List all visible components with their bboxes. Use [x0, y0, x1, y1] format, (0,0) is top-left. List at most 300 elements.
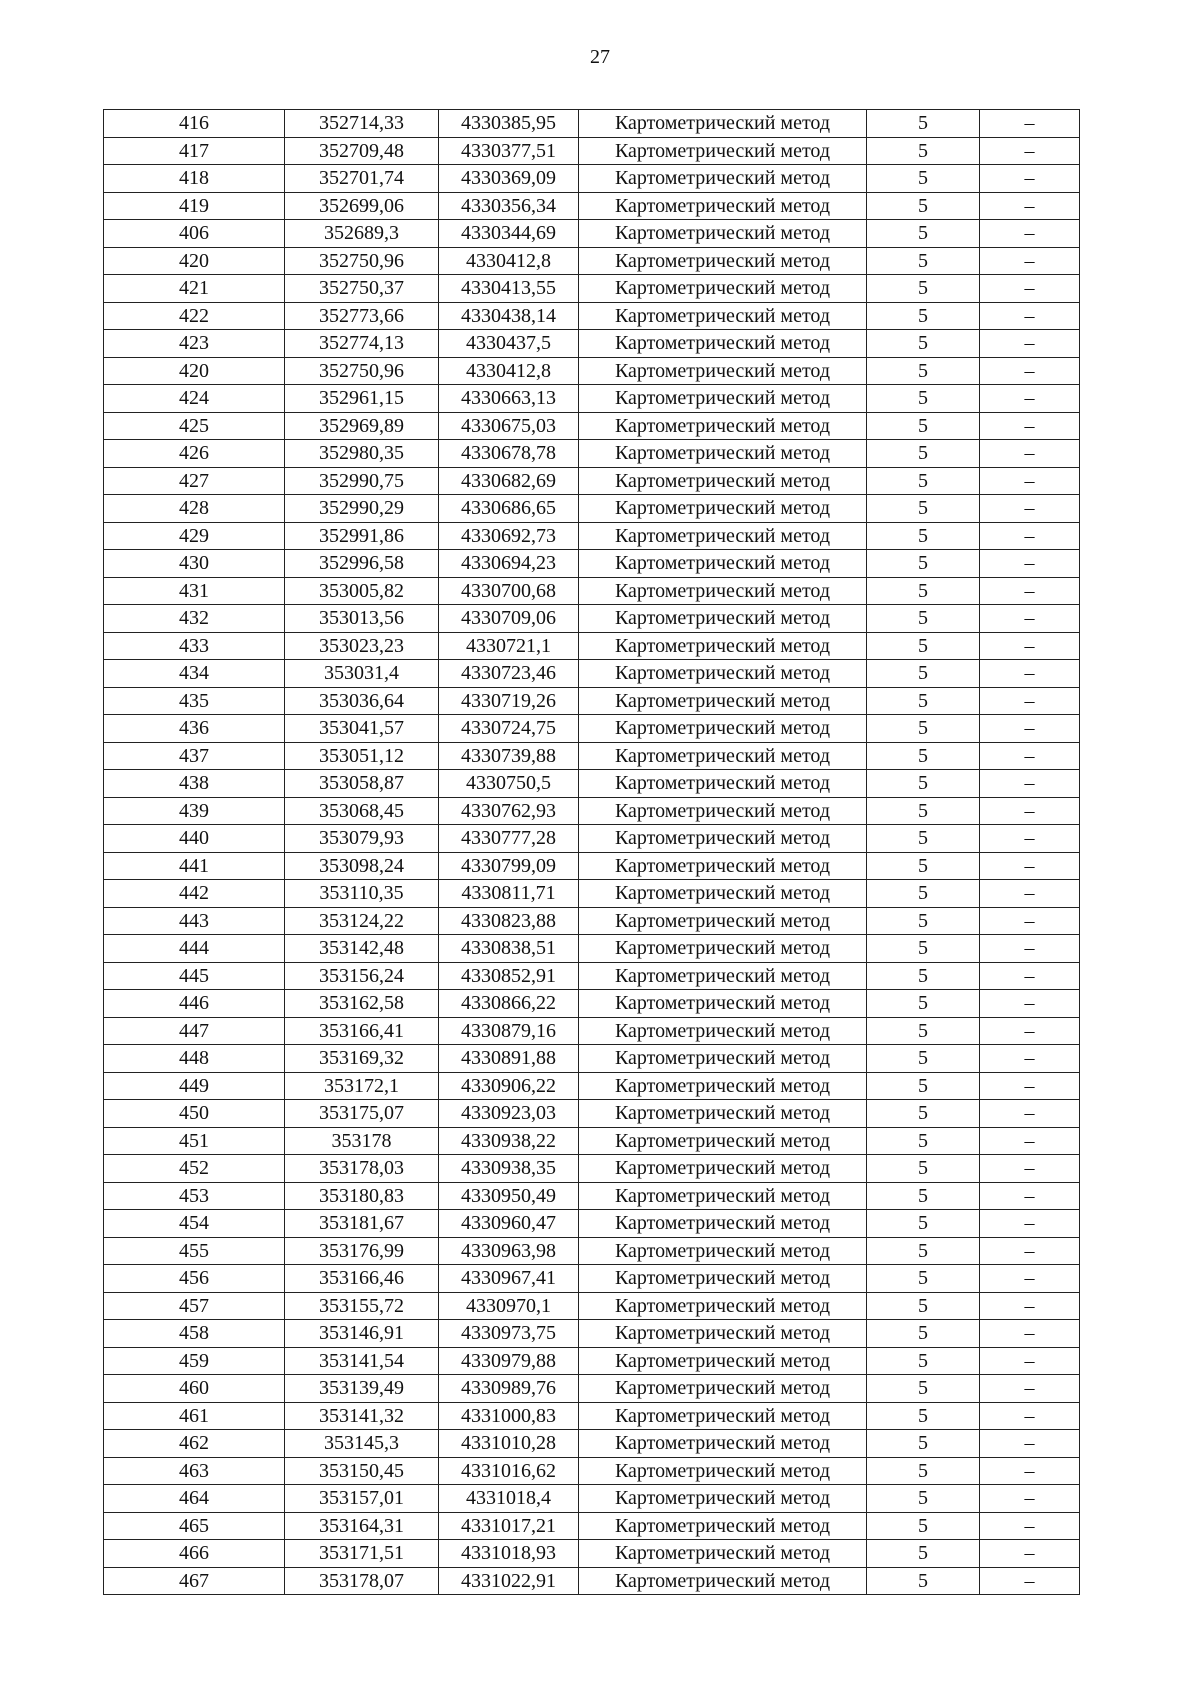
x-coordinate-cell: 352990,29	[285, 495, 439, 523]
description-cell: –	[980, 770, 1080, 798]
x-coordinate-cell: 353156,24	[285, 962, 439, 990]
table-row	[104, 1320, 1080, 1348]
method-cell: Картометрический метод	[579, 1155, 867, 1183]
description-cell: –	[980, 385, 1080, 413]
point-number-cell: 422	[104, 302, 285, 330]
y-coordinate-cell: 4330675,03	[439, 412, 579, 440]
accuracy-cell: 5	[867, 357, 980, 385]
table-row	[104, 275, 1080, 303]
accuracy-cell: 5	[867, 770, 980, 798]
method-cell: Картометрический метод	[579, 440, 867, 468]
table-row	[104, 412, 1080, 440]
x-coordinate-cell: 353141,54	[285, 1347, 439, 1375]
y-coordinate-cell: 4330412,8	[439, 247, 579, 275]
table-row	[104, 385, 1080, 413]
description-cell: –	[980, 880, 1080, 908]
description-cell: –	[980, 1567, 1080, 1595]
table-row	[104, 467, 1080, 495]
y-coordinate-cell: 4330879,16	[439, 1017, 579, 1045]
y-coordinate-cell: 4330923,03	[439, 1100, 579, 1128]
point-number-cell: 462	[104, 1430, 285, 1458]
table-row	[104, 1375, 1080, 1403]
y-coordinate-cell: 4330823,88	[439, 907, 579, 935]
accuracy-cell: 5	[867, 247, 980, 275]
accuracy-cell: 5	[867, 330, 980, 358]
accuracy-cell: 5	[867, 1512, 980, 1540]
point-number-cell: 458	[104, 1320, 285, 1348]
point-number-cell: 419	[104, 192, 285, 220]
point-number-cell: 446	[104, 990, 285, 1018]
method-cell: Картометрический метод	[579, 1265, 867, 1293]
table-row	[104, 1347, 1080, 1375]
accuracy-cell: 5	[867, 1210, 980, 1238]
page-number: 27	[590, 46, 610, 68]
accuracy-cell: 5	[867, 137, 980, 165]
accuracy-cell: 5	[867, 880, 980, 908]
x-coordinate-cell: 353164,31	[285, 1512, 439, 1540]
point-number-cell: 461	[104, 1402, 285, 1430]
accuracy-cell: 5	[867, 1347, 980, 1375]
description-cell: –	[980, 687, 1080, 715]
description-cell: –	[980, 1127, 1080, 1155]
x-coordinate-cell: 353150,45	[285, 1457, 439, 1485]
point-number-cell: 463	[104, 1457, 285, 1485]
description-cell: –	[980, 1072, 1080, 1100]
point-number-cell: 430	[104, 550, 285, 578]
y-coordinate-cell: 4331022,91	[439, 1567, 579, 1595]
point-number-cell: 423	[104, 330, 285, 358]
coordinates-table	[103, 109, 1080, 1595]
x-coordinate-cell: 353176,99	[285, 1237, 439, 1265]
x-coordinate-cell: 353178	[285, 1127, 439, 1155]
method-cell: Картометрический метод	[579, 1210, 867, 1238]
accuracy-cell: 5	[867, 797, 980, 825]
y-coordinate-cell: 4330777,28	[439, 825, 579, 853]
method-cell: Картометрический метод	[579, 1540, 867, 1568]
description-cell: –	[980, 1292, 1080, 1320]
x-coordinate-cell: 353178,03	[285, 1155, 439, 1183]
y-coordinate-cell: 4330721,1	[439, 632, 579, 660]
point-number-cell: 436	[104, 715, 285, 743]
table-row	[104, 1402, 1080, 1430]
x-coordinate-cell: 352773,66	[285, 302, 439, 330]
x-coordinate-cell: 352750,96	[285, 357, 439, 385]
accuracy-cell: 5	[867, 495, 980, 523]
method-cell: Картометрический метод	[579, 660, 867, 688]
table-row	[104, 852, 1080, 880]
y-coordinate-cell: 4330967,41	[439, 1265, 579, 1293]
x-coordinate-cell: 352990,75	[285, 467, 439, 495]
y-coordinate-cell: 4330413,55	[439, 275, 579, 303]
table-row	[104, 605, 1080, 633]
accuracy-cell: 5	[867, 1430, 980, 1458]
description-cell: –	[980, 247, 1080, 275]
description-cell: –	[980, 1045, 1080, 1073]
description-cell: –	[980, 632, 1080, 660]
table-row	[104, 1265, 1080, 1293]
method-cell: Картометрический метод	[579, 1347, 867, 1375]
y-coordinate-cell: 4330852,91	[439, 962, 579, 990]
table-row	[104, 770, 1080, 798]
description-cell: –	[980, 1540, 1080, 1568]
point-number-cell: 435	[104, 687, 285, 715]
accuracy-cell: 5	[867, 1237, 980, 1265]
method-cell: Картометрический метод	[579, 770, 867, 798]
accuracy-cell: 5	[867, 1540, 980, 1568]
x-coordinate-cell: 353166,41	[285, 1017, 439, 1045]
description-cell: –	[980, 1402, 1080, 1430]
description-cell: –	[980, 1182, 1080, 1210]
description-cell: –	[980, 495, 1080, 523]
table-row	[104, 990, 1080, 1018]
x-coordinate-cell: 353172,1	[285, 1072, 439, 1100]
description-cell: –	[980, 467, 1080, 495]
y-coordinate-cell: 4330369,09	[439, 165, 579, 193]
description-cell: –	[980, 577, 1080, 605]
y-coordinate-cell: 4330938,22	[439, 1127, 579, 1155]
table-row	[104, 1127, 1080, 1155]
accuracy-cell: 5	[867, 1375, 980, 1403]
x-coordinate-cell: 353166,46	[285, 1265, 439, 1293]
accuracy-cell: 5	[867, 935, 980, 963]
table-row	[104, 247, 1080, 275]
table-row	[104, 1072, 1080, 1100]
x-coordinate-cell: 353124,22	[285, 907, 439, 935]
method-cell: Картометрический метод	[579, 1402, 867, 1430]
description-cell: –	[980, 660, 1080, 688]
method-cell: Картометрический метод	[579, 1017, 867, 1045]
method-cell: Картометрический метод	[579, 495, 867, 523]
description-cell: –	[980, 1320, 1080, 1348]
x-coordinate-cell: 353068,45	[285, 797, 439, 825]
x-coordinate-cell: 352709,48	[285, 137, 439, 165]
accuracy-cell: 5	[867, 522, 980, 550]
y-coordinate-cell: 4330891,88	[439, 1045, 579, 1073]
method-cell: Картометрический метод	[579, 1292, 867, 1320]
description-cell: –	[980, 275, 1080, 303]
x-coordinate-cell: 353110,35	[285, 880, 439, 908]
point-number-cell: 465	[104, 1512, 285, 1540]
accuracy-cell: 5	[867, 302, 980, 330]
description-cell: –	[980, 1430, 1080, 1458]
method-cell: Картометрический метод	[579, 357, 867, 385]
method-cell: Картометрический метод	[579, 1320, 867, 1348]
y-coordinate-cell: 4330678,78	[439, 440, 579, 468]
table-row	[104, 1100, 1080, 1128]
description-cell: –	[980, 357, 1080, 385]
point-number-cell: 438	[104, 770, 285, 798]
point-number-cell: 426	[104, 440, 285, 468]
x-coordinate-cell: 352996,58	[285, 550, 439, 578]
x-coordinate-cell: 353162,58	[285, 990, 439, 1018]
table-row	[104, 192, 1080, 220]
point-number-cell: 420	[104, 357, 285, 385]
method-cell: Картометрический метод	[579, 1237, 867, 1265]
accuracy-cell: 5	[867, 852, 980, 880]
method-cell: Картометрический метод	[579, 990, 867, 1018]
point-number-cell: 444	[104, 935, 285, 963]
point-number-cell: 432	[104, 605, 285, 633]
table-row	[104, 715, 1080, 743]
description-cell: –	[980, 962, 1080, 990]
table-row	[104, 825, 1080, 853]
y-coordinate-cell: 4330938,35	[439, 1155, 579, 1183]
description-cell: –	[980, 1485, 1080, 1513]
y-coordinate-cell: 4330682,69	[439, 467, 579, 495]
method-cell: Картометрический метод	[579, 880, 867, 908]
method-cell: Картометрический метод	[579, 1182, 867, 1210]
x-coordinate-cell: 353155,72	[285, 1292, 439, 1320]
y-coordinate-cell: 4330973,75	[439, 1320, 579, 1348]
accuracy-cell: 5	[867, 550, 980, 578]
y-coordinate-cell: 4331017,21	[439, 1512, 579, 1540]
table-row	[104, 880, 1080, 908]
table-row	[104, 220, 1080, 248]
point-number-cell: 437	[104, 742, 285, 770]
point-number-cell: 454	[104, 1210, 285, 1238]
point-number-cell: 434	[104, 660, 285, 688]
description-cell: –	[980, 852, 1080, 880]
x-coordinate-cell: 353157,01	[285, 1485, 439, 1513]
table-row	[104, 797, 1080, 825]
accuracy-cell: 5	[867, 1100, 980, 1128]
x-coordinate-cell: 353180,83	[285, 1182, 439, 1210]
table-row	[104, 1292, 1080, 1320]
table-row	[104, 137, 1080, 165]
table-row	[104, 1512, 1080, 1540]
table-row	[104, 1017, 1080, 1045]
accuracy-cell: 5	[867, 220, 980, 248]
method-cell: Картометрический метод	[579, 1072, 867, 1100]
x-coordinate-cell: 353141,32	[285, 1402, 439, 1430]
y-coordinate-cell: 4330960,47	[439, 1210, 579, 1238]
point-number-cell: 442	[104, 880, 285, 908]
y-coordinate-cell: 4330377,51	[439, 137, 579, 165]
table-row	[104, 742, 1080, 770]
y-coordinate-cell: 4330799,09	[439, 852, 579, 880]
table-row	[104, 577, 1080, 605]
point-number-cell: 433	[104, 632, 285, 660]
table-row	[104, 660, 1080, 688]
accuracy-cell: 5	[867, 962, 980, 990]
method-cell: Картометрический метод	[579, 1457, 867, 1485]
y-coordinate-cell: 4330906,22	[439, 1072, 579, 1100]
table-row	[104, 907, 1080, 935]
accuracy-cell: 5	[867, 1182, 980, 1210]
accuracy-cell: 5	[867, 907, 980, 935]
point-number-cell: 428	[104, 495, 285, 523]
y-coordinate-cell: 4330438,14	[439, 302, 579, 330]
table-row	[104, 357, 1080, 385]
method-cell: Картометрический метод	[579, 110, 867, 138]
description-cell: –	[980, 1375, 1080, 1403]
method-cell: Картометрический метод	[579, 797, 867, 825]
y-coordinate-cell: 4330724,75	[439, 715, 579, 743]
y-coordinate-cell: 4330838,51	[439, 935, 579, 963]
accuracy-cell: 5	[867, 715, 980, 743]
method-cell: Картометрический метод	[579, 247, 867, 275]
x-coordinate-cell: 353031,4	[285, 660, 439, 688]
description-cell: –	[980, 1210, 1080, 1238]
point-number-cell: 427	[104, 467, 285, 495]
description-cell: –	[980, 1457, 1080, 1485]
y-coordinate-cell: 4331016,62	[439, 1457, 579, 1485]
method-cell: Картометрический метод	[579, 302, 867, 330]
table-row	[104, 165, 1080, 193]
description-cell: –	[980, 110, 1080, 138]
x-coordinate-cell: 353005,82	[285, 577, 439, 605]
accuracy-cell: 5	[867, 1265, 980, 1293]
accuracy-cell: 5	[867, 385, 980, 413]
description-cell: –	[980, 1265, 1080, 1293]
description-cell: –	[980, 1155, 1080, 1183]
x-coordinate-cell: 353023,23	[285, 632, 439, 660]
table-row	[104, 1045, 1080, 1073]
y-coordinate-cell: 4330694,23	[439, 550, 579, 578]
accuracy-cell: 5	[867, 1485, 980, 1513]
x-coordinate-cell: 353181,67	[285, 1210, 439, 1238]
method-cell: Картометрический метод	[579, 412, 867, 440]
point-number-cell: 447	[104, 1017, 285, 1045]
method-cell: Картометрический метод	[579, 907, 867, 935]
table-row	[104, 302, 1080, 330]
y-coordinate-cell: 4331010,28	[439, 1430, 579, 1458]
y-coordinate-cell: 4330739,88	[439, 742, 579, 770]
method-cell: Картометрический метод	[579, 1567, 867, 1595]
x-coordinate-cell: 352689,3	[285, 220, 439, 248]
method-cell: Картометрический метод	[579, 137, 867, 165]
accuracy-cell: 5	[867, 605, 980, 633]
table-row	[104, 440, 1080, 468]
method-cell: Картометрический метод	[579, 962, 867, 990]
accuracy-cell: 5	[867, 577, 980, 605]
accuracy-cell: 5	[867, 467, 980, 495]
x-coordinate-cell: 353178,07	[285, 1567, 439, 1595]
description-cell: –	[980, 605, 1080, 633]
x-coordinate-cell: 352750,37	[285, 275, 439, 303]
point-number-cell: 450	[104, 1100, 285, 1128]
table-row	[104, 1567, 1080, 1595]
table-row	[104, 1210, 1080, 1238]
description-cell: –	[980, 742, 1080, 770]
x-coordinate-cell: 352991,86	[285, 522, 439, 550]
point-number-cell: 459	[104, 1347, 285, 1375]
method-cell: Картометрический метод	[579, 1485, 867, 1513]
x-coordinate-cell: 353139,49	[285, 1375, 439, 1403]
method-cell: Картометрический метод	[579, 632, 867, 660]
method-cell: Картометрический метод	[579, 1375, 867, 1403]
accuracy-cell: 5	[867, 687, 980, 715]
point-number-cell: 418	[104, 165, 285, 193]
accuracy-cell: 5	[867, 632, 980, 660]
point-number-cell: 457	[104, 1292, 285, 1320]
accuracy-cell: 5	[867, 1457, 980, 1485]
y-coordinate-cell: 4330950,49	[439, 1182, 579, 1210]
description-cell: –	[980, 797, 1080, 825]
method-cell: Картометрический метод	[579, 825, 867, 853]
description-cell: –	[980, 825, 1080, 853]
point-number-cell: 452	[104, 1155, 285, 1183]
y-coordinate-cell: 4330762,93	[439, 797, 579, 825]
description-cell: –	[980, 1017, 1080, 1045]
table-row	[104, 1540, 1080, 1568]
accuracy-cell: 5	[867, 1072, 980, 1100]
y-coordinate-cell: 4330692,73	[439, 522, 579, 550]
x-coordinate-cell: 353145,3	[285, 1430, 439, 1458]
accuracy-cell: 5	[867, 1402, 980, 1430]
description-cell: –	[980, 1347, 1080, 1375]
table-row	[104, 1155, 1080, 1183]
description-cell: –	[980, 412, 1080, 440]
method-cell: Картометрический метод	[579, 220, 867, 248]
table-row	[104, 962, 1080, 990]
x-coordinate-cell: 353079,93	[285, 825, 439, 853]
point-number-cell: 445	[104, 962, 285, 990]
accuracy-cell: 5	[867, 1155, 980, 1183]
x-coordinate-cell: 353058,87	[285, 770, 439, 798]
method-cell: Картометрический метод	[579, 275, 867, 303]
table-row	[104, 1237, 1080, 1265]
y-coordinate-cell: 4330700,68	[439, 577, 579, 605]
method-cell: Картометрический метод	[579, 550, 867, 578]
description-cell: –	[980, 192, 1080, 220]
y-coordinate-cell: 4330970,1	[439, 1292, 579, 1320]
accuracy-cell: 5	[867, 825, 980, 853]
point-number-cell: 424	[104, 385, 285, 413]
description-cell: –	[980, 1512, 1080, 1540]
x-coordinate-cell: 353013,56	[285, 605, 439, 633]
accuracy-cell: 5	[867, 165, 980, 193]
table-row	[104, 1485, 1080, 1513]
table-row	[104, 687, 1080, 715]
accuracy-cell: 5	[867, 742, 980, 770]
description-cell: –	[980, 935, 1080, 963]
method-cell: Картометрический метод	[579, 1045, 867, 1073]
point-number-cell: 451	[104, 1127, 285, 1155]
x-coordinate-cell: 352980,35	[285, 440, 439, 468]
point-number-cell: 449	[104, 1072, 285, 1100]
table-row	[104, 935, 1080, 963]
y-coordinate-cell: 4331018,93	[439, 1540, 579, 1568]
y-coordinate-cell: 4330412,8	[439, 357, 579, 385]
description-cell: –	[980, 1237, 1080, 1265]
point-number-cell: 466	[104, 1540, 285, 1568]
table-row	[104, 110, 1080, 138]
x-coordinate-cell: 352714,33	[285, 110, 439, 138]
description-cell: –	[980, 522, 1080, 550]
table-row	[104, 1430, 1080, 1458]
method-cell: Картометрический метод	[579, 192, 867, 220]
method-cell: Картометрический метод	[579, 1127, 867, 1155]
table-row	[104, 632, 1080, 660]
point-number-cell: 443	[104, 907, 285, 935]
description-cell: –	[980, 137, 1080, 165]
point-number-cell: 455	[104, 1237, 285, 1265]
x-coordinate-cell: 353036,64	[285, 687, 439, 715]
point-number-cell: 439	[104, 797, 285, 825]
description-cell: –	[980, 330, 1080, 358]
method-cell: Картометрический метод	[579, 522, 867, 550]
accuracy-cell: 5	[867, 275, 980, 303]
x-coordinate-cell: 352701,74	[285, 165, 439, 193]
description-cell: –	[980, 715, 1080, 743]
method-cell: Картометрический метод	[579, 467, 867, 495]
table-row	[104, 1457, 1080, 1485]
point-number-cell: 464	[104, 1485, 285, 1513]
method-cell: Картометрический метод	[579, 330, 867, 358]
y-coordinate-cell: 4330979,88	[439, 1347, 579, 1375]
accuracy-cell: 5	[867, 1567, 980, 1595]
